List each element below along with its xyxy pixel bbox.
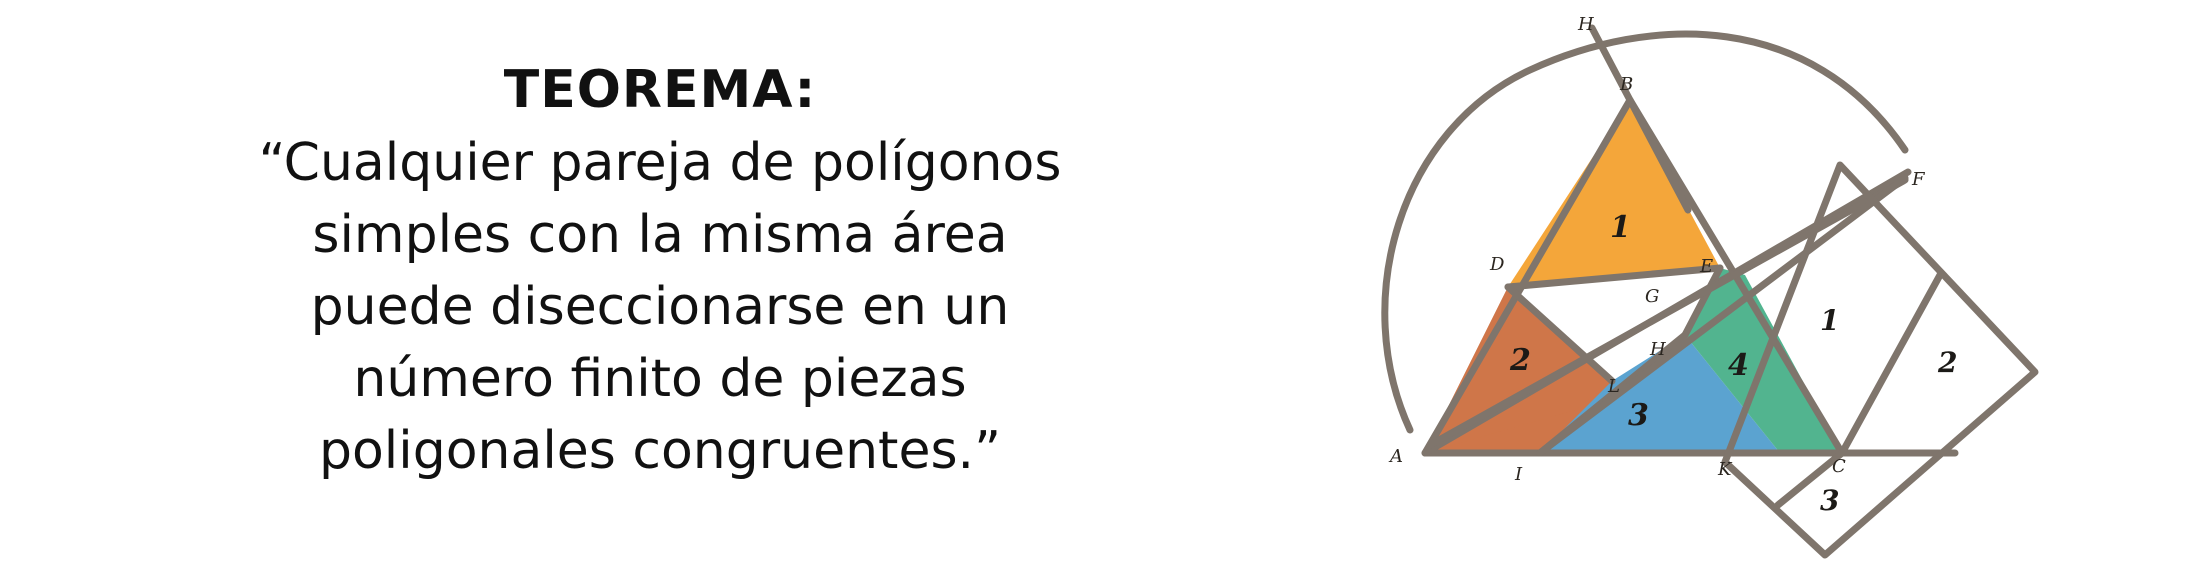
theorem-text [130, 55, 1190, 487]
label-a: A [1390, 446, 1403, 467]
theorem-line-1: “Cualquier pareja de polígonos [258, 133, 1062, 193]
label-e: E [1700, 256, 1714, 277]
square-piece-3-label: 3 [1820, 484, 1840, 517]
theorem-line-4: número finito de piezas [353, 349, 967, 409]
theorem-heading: TEOREMA: [503, 60, 817, 120]
label-d: D [1490, 254, 1505, 275]
theorem-line-5: poligonales congruentes.” [318, 421, 1002, 481]
triangle-piece-4-label: 4 [1728, 348, 1749, 383]
theorem-line-3: puede diseccionarse en un [310, 277, 1010, 337]
label-l: L [1608, 376, 1620, 397]
label-c: C [1832, 456, 1846, 477]
triangle-piece-1-label: 1 [1610, 210, 1631, 245]
label-h-top: H [1578, 14, 1594, 35]
label-k: K [1718, 459, 1732, 480]
triangle-piece-3-label: 3 [1628, 398, 1649, 433]
square-piece-1-label: 1 [1820, 304, 1840, 337]
square-piece-2-label: 2 [1938, 346, 1958, 379]
triangle-piece-2-label: 2 [1510, 343, 1531, 378]
label-b: B [1620, 74, 1634, 95]
label-h-inner: H [1650, 339, 1666, 360]
label-i: I [1515, 464, 1523, 485]
dissection-diagram [1370, 0, 2070, 573]
label-f: F [1912, 169, 1925, 190]
construction-lines [1385, 28, 2035, 555]
theorem-statement [130, 127, 1190, 487]
theorem-line-2: simples con la misma área [312, 205, 1008, 265]
label-g: G [1645, 286, 1660, 307]
